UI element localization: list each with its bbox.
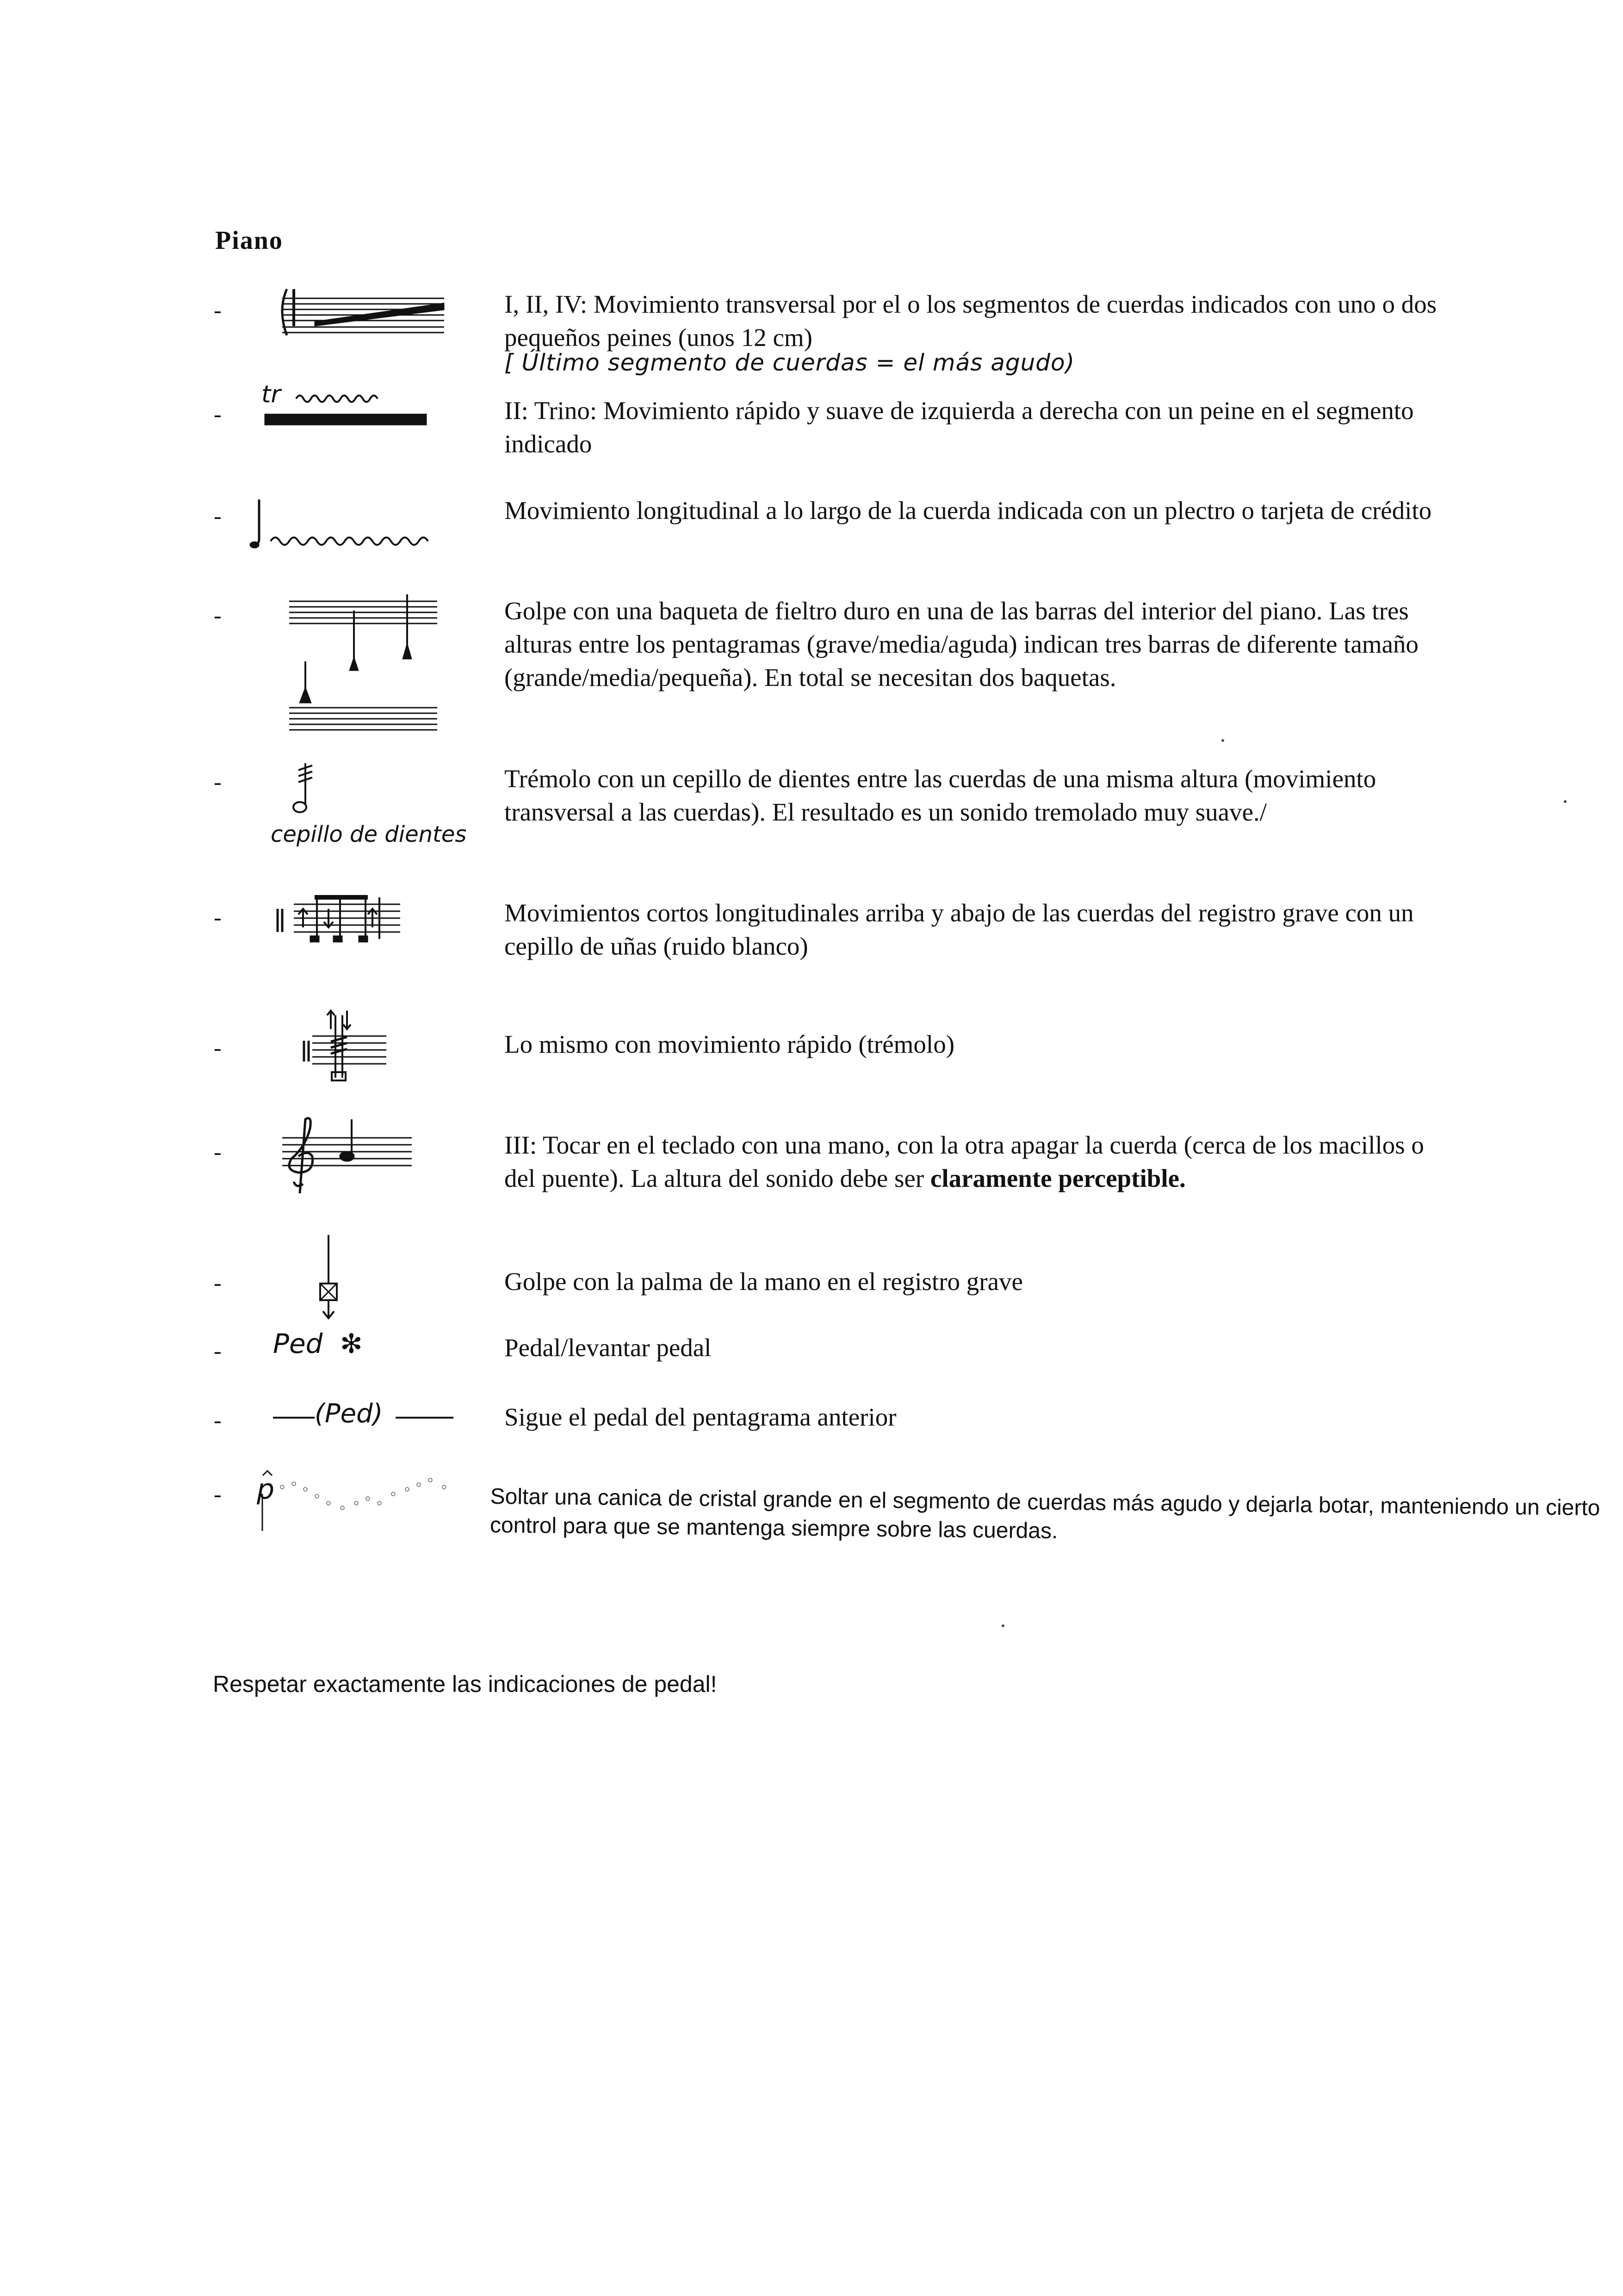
item-tremolo: Lo mismo con movimiento rápido (trémolo) bbox=[504, 1030, 955, 1058]
scan-speck bbox=[1221, 739, 1224, 742]
pedal-continued-symbol bbox=[271, 1392, 456, 1434]
list-dash: - bbox=[214, 297, 222, 323]
item-pedal: Pedal/levantar pedal bbox=[504, 1333, 712, 1362]
toothbrush-symbol bbox=[271, 759, 474, 856]
trill-label: tr bbox=[261, 381, 281, 408]
palm-symbol bbox=[310, 1233, 347, 1321]
item-mallet-bars: Golpe con una baqueta de fieltro duro en una de las barras del interior del piano. Las tres alturas entre los pentagramas (grave/media/aguda) indican tres barras de diferente tamaño (grande/media/pequeña). En total se necesitan dos baquetas. bbox=[504, 597, 1419, 691]
comb-staff-symbol bbox=[273, 284, 449, 345]
item-marble: Soltar una canica de cristal grande en el segmento de cuerdas más agudo y dejarla botar, manteniendo un cierto control para que se mantenga siempre sobre las cuerdas. bbox=[489, 1484, 1600, 1543]
list-dash: - bbox=[214, 602, 222, 628]
nailbrush-symbol bbox=[271, 890, 405, 960]
mallet-bars-symbol bbox=[285, 592, 442, 745]
item-muted-key-text: III: Tocar en el teclado con una mano, con la otra apagar la cuerda (cerca de los macillos o del puente). La altura del sonido debe ser bbox=[504, 1131, 1424, 1192]
trill-symbol bbox=[259, 379, 435, 435]
list-dash: - bbox=[214, 1481, 222, 1507]
item-pedal-continued: Sigue el pedal del pentagrama anterior bbox=[504, 1403, 897, 1431]
item-comb-transversal: I, II, IV: Movimiento transversal por el o los segmentos de cuerdas indicados con uno o dos pequeños peines (unos 12 cm) bbox=[504, 290, 1437, 352]
ped-release-icon: ✻ bbox=[340, 1328, 363, 1359]
list-dash: - bbox=[214, 1270, 222, 1296]
item-trill: II: Trino: Movimiento rápido y suave de izquierda a derecha con un peine en el segmento indicado bbox=[504, 396, 1414, 458]
list-dash: - bbox=[214, 1338, 222, 1364]
muted-key-symbol bbox=[278, 1110, 416, 1207]
plectrum-symbol bbox=[245, 495, 449, 555]
marble-dynamic-label: p bbox=[257, 1473, 275, 1506]
handwritten-note: [ Último segmento de cuerdas = el más agudo) bbox=[504, 349, 1075, 376]
item-muted-key bbox=[504, 1129, 1457, 1195]
item-nailbrush: Movimientos cortos longitudinales arriba y abajo de las cuerdas del registro grave con un cepillo de uñas (ruido blanco) bbox=[504, 899, 1414, 960]
list-dash: - bbox=[214, 503, 222, 529]
list-dash: - bbox=[214, 1139, 222, 1165]
ped-label: Ped bbox=[273, 1328, 323, 1359]
pedal-symbol bbox=[271, 1323, 391, 1364]
scan-speck bbox=[1564, 800, 1567, 803]
list-dash: - bbox=[214, 1035, 222, 1061]
footer-note: Respetar exactamente las indicaciones de pedal! bbox=[213, 1671, 717, 1697]
scan-speck bbox=[1002, 1624, 1004, 1627]
item-muted-key-bold: claramente perceptible. bbox=[930, 1164, 1186, 1192]
page-title: Piano bbox=[215, 226, 283, 255]
list-dash: - bbox=[214, 769, 222, 795]
tremolo-symbol bbox=[298, 1004, 391, 1087]
list-dash: - bbox=[214, 401, 222, 427]
ped-continued-label: (Ped) bbox=[315, 1399, 383, 1429]
item-toothbrush: Trémolo con un cepillo de dientes entre las cuerdas de una misma altura (movimiento transversal a las cuerdas). El resultado es un sonido tremolado muy suave./ bbox=[504, 765, 1376, 826]
marble-symbol bbox=[254, 1466, 477, 1540]
list-dash: - bbox=[214, 1407, 222, 1433]
toothbrush-label: cepillo de dientes bbox=[271, 821, 467, 847]
list-dash: - bbox=[214, 904, 222, 930]
item-palm: Golpe con la palma de la mano en el registro grave bbox=[504, 1267, 1023, 1296]
item-plectrum: Movimiento longitudinal a lo largo de la cuerda indicada con un plectro o tarjeta de crédito bbox=[504, 496, 1432, 525]
